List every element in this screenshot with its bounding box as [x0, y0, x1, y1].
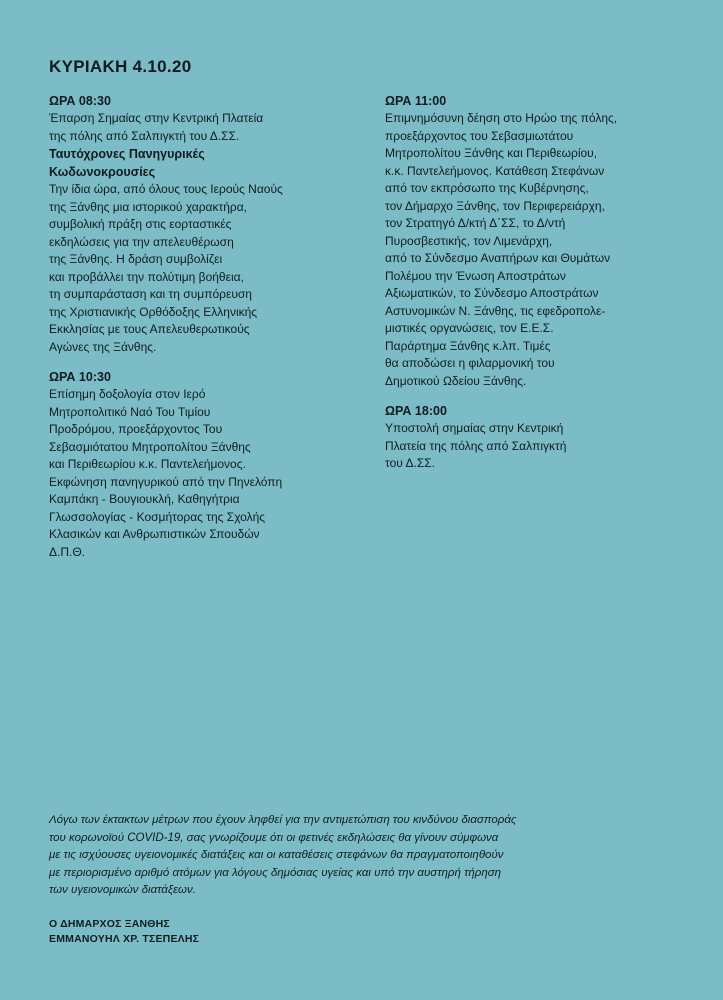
text-line: και Περιθεωρίου κ.κ. Παντελεήμονος.: [49, 457, 246, 471]
text-line: της Ξάνθης. Η δράση συμβολίζει: [49, 252, 223, 266]
text-line: Αγώνες της Ξάνθης.: [49, 339, 157, 354]
text-line: Επιμνημόσυνη δέηση στο Ηρώο της πόλης,: [385, 111, 618, 125]
event-time: ΩΡΑ 11:00: [385, 94, 447, 108]
page-title: ΚΥΡΙΑΚΗ 4.10.20: [49, 57, 192, 76]
signature-line: ΕΜΜΑΝΟΥΗΛ ΧΡ. ΤΣΕΠΕΛΗΣ: [49, 933, 200, 945]
event-time: ΩΡΑ 10:30: [49, 370, 111, 384]
text-line: Παράρτημα Ξάνθης κ.λπ. Τιμές: [385, 338, 551, 353]
text-line: Πλατεία της πόλης από Σαλπιγκτή: [385, 438, 567, 453]
text-line: μιστικές οργανώσεις, τον Ε.Ε.Σ.: [385, 321, 554, 335]
subheading-line: Ταυτόχρονες Πανηγυρικές: [49, 147, 205, 161]
text-line: Επίσημη δοξολογία στον Ιερό: [49, 387, 206, 401]
text-line: Δημοτικού Ωδείου Ξάνθης.: [385, 373, 527, 388]
text-line: της πόλης από Σαλπιγκτή του Δ.ΣΣ.: [49, 128, 240, 143]
text-line: Γλωσσολογίας - Κοσμήτορας της Σχολής: [49, 509, 266, 524]
left-column: [49, 92, 349, 573]
event-subheading: [49, 145, 349, 181]
text-line: τον Δήμαρχο Ξάνθης, τον Περιφερειάρχη,: [385, 198, 605, 213]
covid-notice: [49, 812, 669, 900]
event-body: [49, 181, 349, 356]
text-line: Την ίδια ώρα, από όλους τους Ιερούς Ναούς: [49, 182, 283, 196]
event-description: [49, 386, 349, 561]
text-line: Υποστολή σημαίας στην Κεντρική: [385, 421, 564, 435]
text-line: προεξάρχοντος του Σεβασμιωτάτου: [385, 128, 574, 143]
notice-line: Λόγω των έκτακτων μέτρων που έχουν ληφθεί για την αντιμετώπιση του κινδύνου διασποράς: [49, 814, 517, 826]
text-line: Πυροσβεστικής, τον Λιμενάρχη,: [385, 233, 553, 248]
text-line: του Δ.ΣΣ.: [385, 456, 435, 470]
text-line: της Ξάνθης μια ιστορικού χαρακτήρα,: [49, 199, 248, 214]
text-line: Πολέμου την Ένωση Αποστράτων: [385, 268, 566, 283]
text-line: από το Σύνδεσμο Αναπήρων και Θυμάτων: [385, 251, 611, 265]
notice-line: με περιορισμένο αριθμό ατόμων για λόγους δημόσιας υγείας και υπό την αυστηρή τήρηση: [49, 866, 502, 879]
event-description: [385, 420, 685, 473]
text-line: Έπαρση Σημαίας στην Κεντρική Πλατεία: [49, 111, 264, 125]
signature: [49, 917, 199, 947]
text-line: Αστυνομικών Ν. Ξάνθης, τις εφεδροπολε-: [385, 303, 606, 318]
event-description: [49, 110, 349, 145]
subheading-line: Κωδωνοκρουσίες: [49, 165, 156, 179]
notice-line: του κορωνοϊού COVID-19, σας γνωρίζουμε ότι οι φετινές εκδηλώσεις θα γίνουν σύμφωνα: [49, 831, 499, 844]
text-line: Προδρόμου, προεξάρχοντος Του: [49, 422, 223, 436]
event-description: [385, 110, 685, 390]
text-line: της Χριστιανικής Ορθόδοξης Ελληνικής: [49, 304, 258, 319]
text-line: Καμπάκη - Βουγιουκλή, Καθηγήτρια: [49, 492, 240, 506]
text-line: από τον εκπρόσωπο της Κυβέρνησης,: [385, 181, 589, 195]
event-0830: [49, 92, 349, 356]
text-line: Σεβασμιότατου Μητροπολίτου Ξάνθης: [49, 439, 251, 454]
notice-line: των υγειονομικών διατάξεων.: [49, 884, 196, 896]
text-line: συμβολική πράξη στις εορταστικές: [49, 217, 232, 231]
notice-line: με τις ισχύουσες υγειονομικές διατάξεις και οι καταθέσεις στεφάνων θα πραγματοποιηθούν: [49, 849, 504, 861]
text-line: κ.κ. Παντελεήμονος. Κατάθεση Στεφάνων: [385, 163, 605, 178]
event-1800: [385, 402, 685, 473]
text-line: Μητροπολίτου Ξάνθης και Περιθεωρίου,: [385, 146, 598, 160]
text-line: Δ.Π.Θ.: [49, 544, 86, 559]
text-line: θα αποδώσει η φιλαρμονική του: [385, 356, 555, 370]
text-line: εκδηλώσεις για την απελευθέρωση: [49, 234, 234, 249]
signature-line: Ο ΔΗΜΑΡΧΟΣ ΞΑΝΘΗΣ: [49, 918, 170, 930]
text-line: Αξιωματικών, το Σύνδεσμο Αποστράτων: [385, 286, 599, 300]
event-1030: [49, 368, 349, 561]
event-1100: [385, 92, 685, 390]
text-line: τη συμπαράσταση και τη συμπόρευση: [49, 287, 252, 301]
text-line: και προβάλλει την πολύτιμη βοήθεια,: [49, 269, 244, 284]
event-time: ΩΡΑ 08:30: [49, 94, 111, 108]
text-line: Κλασικών και Ανθρωπιστικών Σπουδών: [49, 527, 260, 541]
right-column: [385, 92, 685, 485]
text-line: τον Στρατηγό Δ/κτή Δ΄ΣΣ, το Δ/ντή: [385, 216, 566, 230]
text-line: Εκφώνηση πανηγυρικού από την Πηνελόπη: [49, 474, 283, 489]
event-time: ΩΡΑ 18:00: [385, 404, 447, 418]
text-line: Μητροπολιτικό Ναό Του Τιμίου: [49, 404, 211, 419]
text-line: Εκκλησίας με τους Απελευθερωτικούς: [49, 322, 250, 336]
